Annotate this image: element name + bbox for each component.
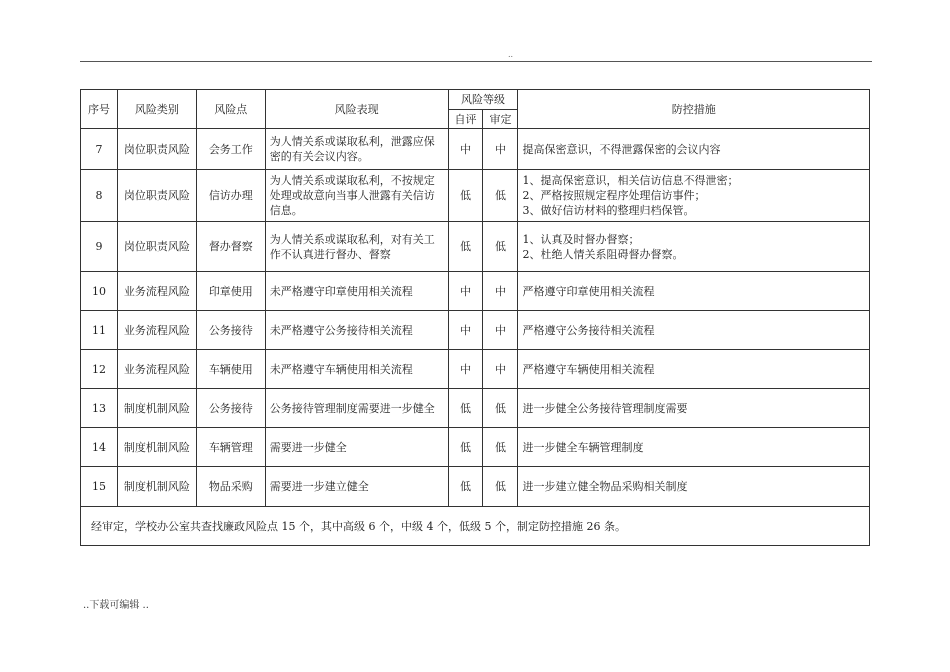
row-manifestation: 未严格遵守印章使用相关流程 — [265, 272, 448, 311]
header-mark: .. — [508, 50, 514, 59]
row-review-level: 中 — [483, 311, 518, 350]
row-measures — [518, 170, 870, 222]
row-point: 会务工作 — [196, 129, 265, 170]
row-category: 业务流程风险 — [117, 311, 196, 350]
row-no: 7 — [81, 129, 118, 170]
table-row — [81, 389, 870, 428]
row-no: 14 — [81, 428, 118, 467]
row-review-level: 低 — [483, 467, 518, 507]
row-measures: 提高保密意识，不得泄露保密的会议内容 — [518, 129, 870, 170]
table-row — [81, 222, 870, 272]
row-no: 10 — [81, 272, 118, 311]
header-row — [81, 90, 870, 110]
table-row — [81, 467, 870, 507]
row-point: 车辆使用 — [196, 350, 265, 389]
row-review-level: 低 — [483, 389, 518, 428]
row-category: 岗位职责风险 — [117, 222, 196, 272]
summary-row — [81, 507, 870, 546]
row-no: 12 — [81, 350, 118, 389]
row-measures: 严格遵守车辆使用相关流程 — [518, 350, 870, 389]
header-category: 风险类别 — [117, 90, 196, 129]
row-review-level: 中 — [483, 129, 518, 170]
row-measures — [518, 222, 870, 272]
row-manifestation: 需要进一步建立健全 — [265, 467, 448, 507]
row-review-level: 低 — [483, 170, 518, 222]
row-manifestation: 为人情关系或谋取私利，泄露应保密的有关会议内容。 — [265, 129, 448, 170]
row-self-level: 低 — [448, 170, 483, 222]
summary-text: 经审定，学校办公室共查找廉政风险点 15 个，其中高级 6 个，中级 4 个，低级 5 个，制定防控措施 26 条。 — [81, 507, 870, 546]
row-manifestation: 公务接待管理制度需要进一步健全 — [265, 389, 448, 428]
table-row — [81, 350, 870, 389]
row-review-level: 中 — [483, 350, 518, 389]
row-manifestation: 未严格遵守公务接待相关流程 — [265, 311, 448, 350]
row-review-level: 中 — [483, 272, 518, 311]
row-self-level: 低 — [448, 222, 483, 272]
row-point: 督办督察 — [196, 222, 265, 272]
row-measures: 进一步建立健全物品采购相关制度 — [518, 467, 870, 507]
row-review-level: 低 — [483, 428, 518, 467]
row-no: 11 — [81, 311, 118, 350]
row-self-level: 中 — [448, 129, 483, 170]
footer-note: ..下载可编辑 .. — [83, 600, 149, 611]
row-category: 制度机制风险 — [117, 467, 196, 507]
header-rule — [80, 61, 872, 62]
measure-item: 2、杜绝人情关系阻碍督办督察。 — [522, 247, 684, 261]
row-self-level: 中 — [448, 311, 483, 350]
measure-item: 1、认真及时督办督察； — [522, 232, 640, 246]
measure-item: 1、提高保密意识，相关信访信息不得泄密； — [522, 174, 739, 187]
row-point: 车辆管理 — [196, 428, 265, 467]
header-level: 风险等级 — [448, 90, 518, 110]
row-review-level: 低 — [483, 222, 518, 272]
header-no: 序号 — [81, 90, 118, 129]
row-measures: 严格遵守印章使用相关流程 — [518, 272, 870, 311]
row-no: 9 — [81, 222, 118, 272]
row-category: 制度机制风险 — [117, 389, 196, 428]
table-row — [81, 272, 870, 311]
measure-item: 3、做好信访材料的整理归档保管。 — [522, 204, 695, 217]
table-row — [81, 428, 870, 467]
header-manifestation: 风险表现 — [265, 90, 448, 129]
row-self-level: 低 — [448, 467, 483, 507]
row-self-level: 低 — [448, 428, 483, 467]
row-manifestation: 未严格遵守车辆使用相关流程 — [265, 350, 448, 389]
row-point: 公务接待 — [196, 389, 265, 428]
row-self-level: 中 — [448, 350, 483, 389]
header-self: 自评 — [448, 110, 483, 129]
measure-item: 2、严格按照规定程序处理信访事件； — [522, 189, 706, 202]
row-no: 13 — [81, 389, 118, 428]
row-measures: 进一步健全公务接待管理制度需要 — [518, 389, 870, 428]
row-measures: 进一步健全车辆管理制度 — [518, 428, 870, 467]
table-row — [81, 129, 870, 170]
table-row — [81, 170, 870, 222]
row-point: 公务接待 — [196, 311, 265, 350]
row-point: 印章使用 — [196, 272, 265, 311]
row-measures: 严格遵守公务接待相关流程 — [518, 311, 870, 350]
row-manifestation: 需要进一步健全 — [265, 428, 448, 467]
row-category: 业务流程风险 — [117, 272, 196, 311]
row-no: 8 — [81, 170, 118, 222]
row-category: 业务流程风险 — [117, 350, 196, 389]
table-row — [81, 311, 870, 350]
risk-table — [80, 89, 870, 546]
header-measures: 防控措施 — [518, 90, 870, 129]
row-self-level: 低 — [448, 389, 483, 428]
header-review: 审定 — [483, 110, 518, 129]
row-category: 岗位职责风险 — [117, 129, 196, 170]
row-point: 物品采购 — [196, 467, 265, 507]
row-category: 制度机制风险 — [117, 428, 196, 467]
row-category: 岗位职责风险 — [117, 170, 196, 222]
row-point: 信访办理 — [196, 170, 265, 222]
header-point: 风险点 — [196, 90, 265, 129]
row-manifestation: 为人情关系或谋取私利，不按规定处理或故意向当事人泄露有关信访信息。 — [265, 170, 448, 222]
row-manifestation: 为人情关系或谋取私利，对有关工作不认真进行督办、督察 — [265, 222, 448, 272]
row-self-level: 中 — [448, 272, 483, 311]
row-no: 15 — [81, 467, 118, 507]
